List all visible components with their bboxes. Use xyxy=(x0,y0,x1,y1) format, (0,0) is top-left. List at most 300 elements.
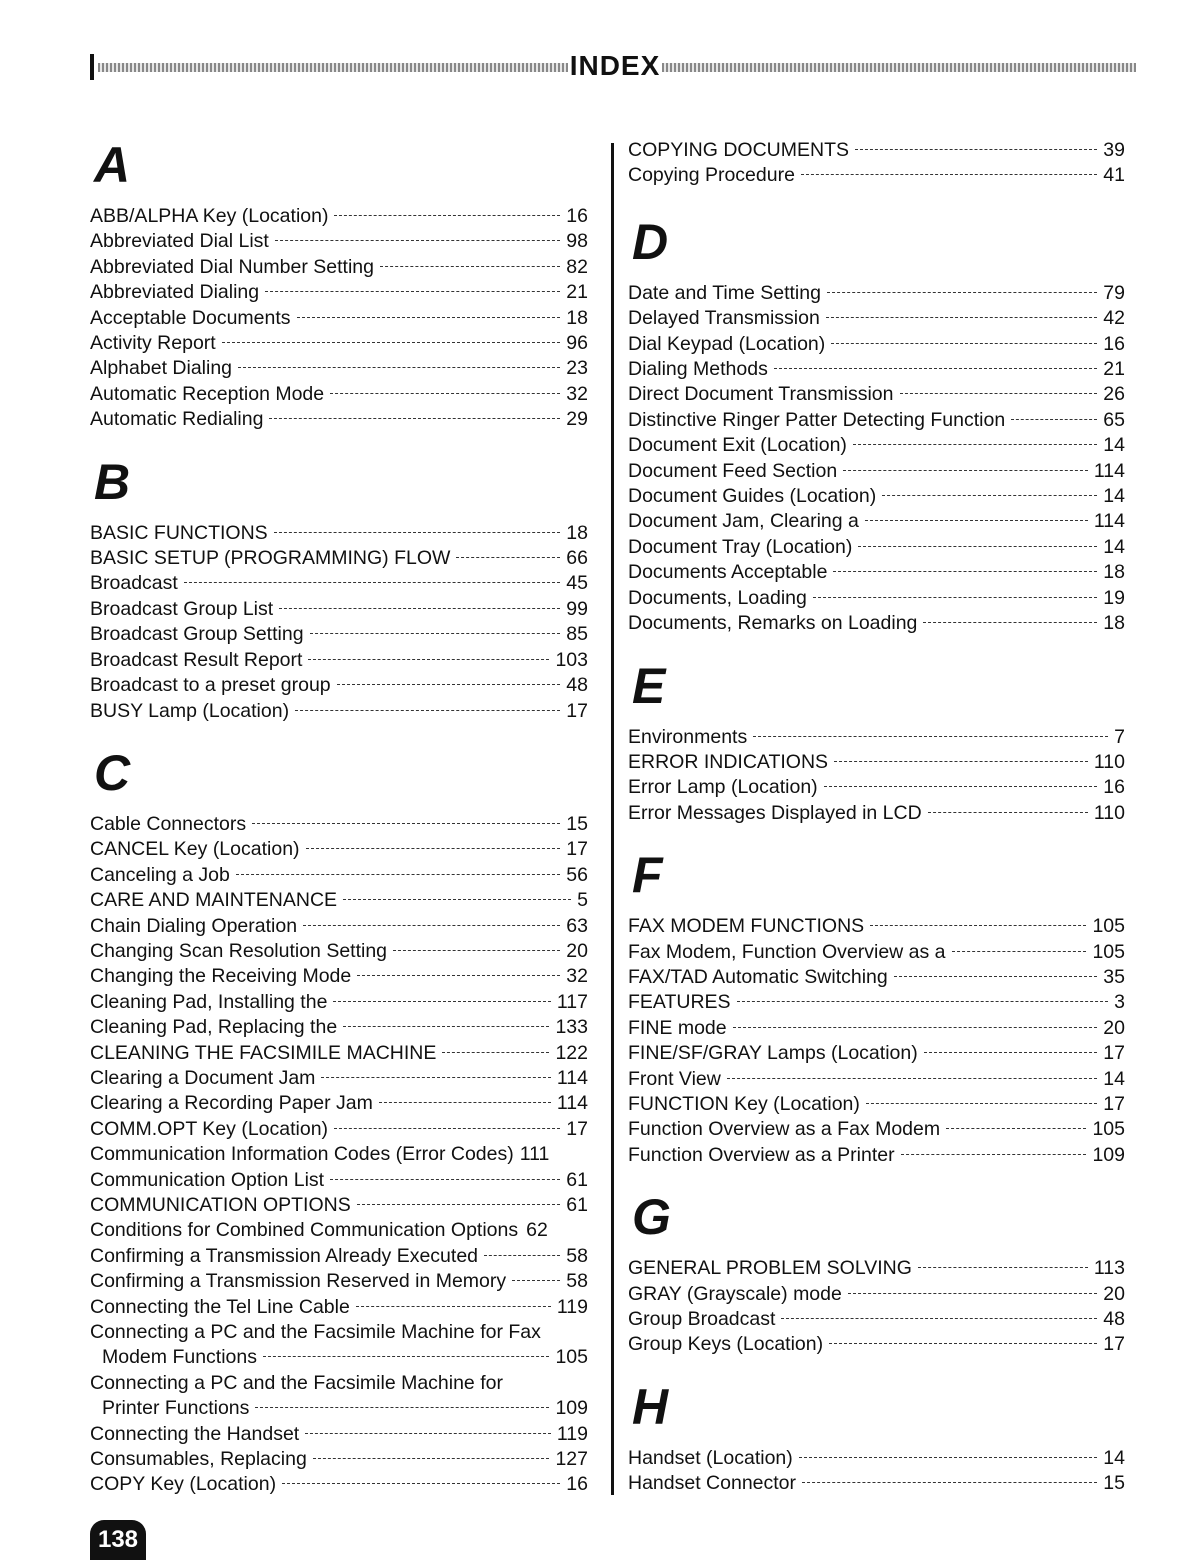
entry-page: 14 xyxy=(1103,535,1125,558)
section-letter: C xyxy=(94,744,131,801)
index-entry xyxy=(628,306,1125,331)
index-entry xyxy=(90,863,588,888)
index-entry xyxy=(628,965,1125,990)
dot-leader xyxy=(252,823,560,824)
dot-leader xyxy=(813,597,1097,598)
entry-label: FAX/TAD Automatic Switching xyxy=(628,965,888,988)
dot-leader xyxy=(456,557,560,558)
entry-page: 82 xyxy=(566,255,588,278)
index-entry xyxy=(90,1041,588,1066)
entry-label: Error Messages Displayed in LCD xyxy=(628,801,922,824)
entry-page: 105 xyxy=(1092,1118,1125,1141)
entry-page: 17 xyxy=(1103,1333,1125,1356)
index-entry xyxy=(628,1256,1125,1281)
index-entry xyxy=(90,407,588,432)
entry-label: Direct Document Transmission xyxy=(628,383,894,406)
entry-label: ERROR INDICATIONS xyxy=(628,750,829,773)
dot-leader xyxy=(442,1052,549,1053)
index-entry xyxy=(628,914,1125,939)
dot-leader xyxy=(265,291,560,292)
entry-list xyxy=(90,204,588,433)
dot-leader xyxy=(924,1052,1098,1053)
header-rule-left xyxy=(98,63,568,72)
entry-label: Communication Information Codes (Error Codes) xyxy=(90,1143,514,1166)
entry-label: Abbreviated Dialing xyxy=(90,281,260,304)
index-entry xyxy=(628,1282,1125,1307)
entry-list xyxy=(628,1446,1125,1497)
index-entry xyxy=(90,382,588,407)
entry-page: 96 xyxy=(566,332,588,355)
dot-leader xyxy=(333,1001,550,1002)
entry-page: 14 xyxy=(1103,485,1125,508)
entry-label: Printer Functions xyxy=(102,1397,250,1420)
index-entry xyxy=(90,1422,588,1447)
index-entry xyxy=(90,356,588,381)
header-left-bar xyxy=(90,54,94,80)
entry-label: Confirming a Transmission Already Executed xyxy=(90,1244,479,1267)
dot-leader xyxy=(274,532,561,533)
entry-page: 61 xyxy=(566,1194,588,1216)
index-entry xyxy=(628,725,1125,750)
entry-label: FINE mode xyxy=(628,1016,727,1039)
index-entry xyxy=(90,1142,588,1167)
index-entry xyxy=(628,357,1125,382)
index-entry xyxy=(90,648,588,673)
entry-page: 110 xyxy=(1093,801,1125,824)
index-entry xyxy=(90,255,588,280)
entry-label: COPY Key (Location) xyxy=(90,1473,277,1496)
index-entry xyxy=(628,332,1125,357)
entry-label: Fax Modem, Function Overview as a xyxy=(628,940,946,963)
entry-label: Front View xyxy=(628,1067,721,1090)
entry-label: Activity Report xyxy=(90,332,216,355)
index-entry xyxy=(90,812,588,837)
entry-page: 3 xyxy=(1114,991,1125,1014)
index-entry xyxy=(628,1332,1125,1357)
entry-label: Handset Connector xyxy=(628,1472,797,1495)
index-entry xyxy=(90,204,588,229)
entry-label: Broadcast Result Report xyxy=(90,648,303,671)
entry-page: 58 xyxy=(566,1244,588,1267)
dot-leader xyxy=(900,393,1098,394)
entry-label: Broadcast to a preset group xyxy=(90,674,331,697)
index-entry xyxy=(90,1193,588,1218)
entry-page: 79 xyxy=(1103,281,1125,304)
section-letter: A xyxy=(94,137,131,193)
dot-leader xyxy=(379,1102,551,1103)
entry-page: 114 xyxy=(556,1066,588,1089)
dot-leader xyxy=(357,975,560,976)
dot-leader xyxy=(737,1001,1109,1002)
entry-page: 98 xyxy=(566,230,588,253)
section-letter: G xyxy=(632,1189,671,1246)
entry-label: Document Guides (Location) xyxy=(628,485,877,508)
entry-list xyxy=(628,281,1125,637)
index-entry xyxy=(628,382,1125,407)
entry-label: Connecting the Tel Line Cable xyxy=(90,1295,350,1318)
dot-leader xyxy=(222,342,561,343)
dot-leader xyxy=(781,1318,1097,1319)
dot-leader xyxy=(357,1204,561,1205)
section-d xyxy=(628,215,1125,637)
entry-page: 16 xyxy=(566,205,588,227)
dot-leader xyxy=(303,925,560,926)
entry-label: Document Jam, Clearing a xyxy=(628,510,859,533)
column-divider xyxy=(611,143,614,1495)
index-entry xyxy=(628,1067,1125,1092)
dot-leader xyxy=(866,1103,1097,1104)
index-entry xyxy=(628,801,1125,826)
index-entry xyxy=(628,1446,1125,1471)
entry-page: 58 xyxy=(566,1270,588,1293)
entry-label: Connecting a PC and the Facsimile Machine for xyxy=(90,1371,503,1394)
dot-leader xyxy=(321,1077,550,1078)
index-entry xyxy=(90,597,588,622)
index-entry xyxy=(628,1307,1125,1332)
index-entry xyxy=(90,990,588,1015)
dot-leader xyxy=(255,1407,549,1408)
entry-page: 20 xyxy=(1103,1282,1125,1305)
index-entry xyxy=(628,1016,1125,1041)
section-b xyxy=(90,455,588,724)
index-entry xyxy=(90,1066,588,1091)
index-entry xyxy=(628,535,1125,560)
dot-leader xyxy=(753,736,1108,737)
entry-page: 42 xyxy=(1103,307,1125,330)
entry-page: 105 xyxy=(1092,915,1125,938)
index-entry xyxy=(628,433,1125,458)
dot-leader xyxy=(858,546,1097,547)
dot-leader xyxy=(833,571,1097,572)
entry-label: Abbreviated Dial Number Setting xyxy=(90,255,374,278)
index-entry xyxy=(90,521,588,546)
section-c-continued xyxy=(628,138,1125,189)
entry-label: Cleaning Pad, Replacing the xyxy=(90,1016,338,1039)
index-entry xyxy=(628,408,1125,433)
entry-label: Confirming a Transmission Reserved in Memory xyxy=(90,1270,507,1293)
entry-list xyxy=(628,725,1125,827)
index-entry xyxy=(628,940,1125,965)
index-entry xyxy=(628,281,1125,306)
index-entry xyxy=(90,546,588,571)
entry-label: Distinctive Ringer Patter Detecting Function xyxy=(628,408,1006,431)
index-entry xyxy=(90,1168,588,1193)
entry-label: Automatic Reception Mode xyxy=(90,382,325,405)
entry-list xyxy=(90,812,588,1142)
entry-label: Communication Option List xyxy=(90,1168,325,1191)
index-entry xyxy=(628,1143,1125,1168)
entry-label: Documents, Remarks on Loading xyxy=(628,612,918,635)
entry-page: 109 xyxy=(1092,1143,1125,1166)
entry-page: 48 xyxy=(566,674,588,697)
dot-leader xyxy=(870,925,1086,926)
entry-label: Handset (Location) xyxy=(628,1446,793,1469)
section-c xyxy=(90,746,588,1498)
entry-page: 105 xyxy=(1092,940,1125,963)
index-entry xyxy=(90,914,588,939)
section-g xyxy=(628,1190,1125,1358)
section-letter: F xyxy=(632,847,663,904)
entry-page: 127 xyxy=(555,1448,588,1471)
index-entry xyxy=(628,163,1125,188)
dot-leader xyxy=(184,582,560,583)
index-entry xyxy=(628,1471,1125,1496)
dot-leader xyxy=(512,1280,560,1281)
entry-page: 21 xyxy=(566,281,588,304)
section-letter: D xyxy=(632,213,669,270)
index-entry xyxy=(90,1447,588,1472)
entry-label: Error Lamp (Location) xyxy=(628,776,818,799)
dot-leader xyxy=(484,1255,560,1256)
entry-label: Environments xyxy=(628,725,748,748)
index-entry xyxy=(628,484,1125,509)
entry-label: Documents, Loading xyxy=(628,586,807,609)
entry-page: 41 xyxy=(1103,164,1125,187)
entry-label: Cable Connectors xyxy=(90,812,247,835)
entry-label: Function Overview as a Printer xyxy=(628,1143,895,1166)
entry-page: 61 xyxy=(566,1168,588,1191)
entry-page: 16 xyxy=(1103,776,1125,799)
entry-page: 17 xyxy=(566,1117,588,1140)
dot-leader xyxy=(882,495,1097,496)
entry-page: 119 xyxy=(556,1295,588,1318)
entry-label: Clearing a Recording Paper Jam xyxy=(90,1092,373,1115)
page-number-badge: 138 xyxy=(90,1520,146,1560)
dot-leader xyxy=(334,215,560,216)
entry-list xyxy=(90,1168,588,1219)
entry-label: Broadcast xyxy=(90,572,178,595)
index-entry xyxy=(90,939,588,964)
dot-leader xyxy=(918,1267,1088,1268)
dot-leader xyxy=(310,633,561,634)
index-entry xyxy=(628,586,1125,611)
index-entry xyxy=(628,1041,1125,1066)
index-entry xyxy=(90,1295,588,1320)
dot-leader xyxy=(952,951,1087,952)
section-letter: H xyxy=(632,1378,669,1435)
entry-page: 26 xyxy=(1103,383,1125,406)
entry-list xyxy=(628,138,1125,189)
entry-label: Date and Time Setting xyxy=(628,281,821,304)
entry-page: 20 xyxy=(1103,1016,1125,1039)
entry-page: 18 xyxy=(1103,612,1125,635)
entry-label: Document Feed Section xyxy=(628,459,838,482)
dot-leader xyxy=(824,786,1098,787)
entry-label: Broadcast Group Setting xyxy=(90,623,304,646)
entry-label: Acceptable Documents xyxy=(90,306,291,329)
entry-page: 85 xyxy=(566,623,588,646)
entry-label: Broadcast Group List xyxy=(90,597,274,620)
entry-label: Cleaning Pad, Installing the xyxy=(90,990,328,1013)
index-entry xyxy=(90,1396,588,1421)
entry-page: 35 xyxy=(1103,965,1125,988)
dot-leader xyxy=(826,317,1097,318)
entry-label: GENERAL PROBLEM SOLVING xyxy=(628,1257,912,1280)
section-letter: B xyxy=(94,453,131,510)
entry-label: Changing the Receiving Mode xyxy=(90,965,352,988)
dot-leader xyxy=(275,240,560,241)
entry-label: Abbreviated Dial List xyxy=(90,230,269,253)
entry-label: FUNCTION Key (Location) xyxy=(628,1092,860,1115)
entry-label: Group Broadcast xyxy=(628,1308,776,1330)
dot-leader xyxy=(774,368,1097,369)
entry-page: 14 xyxy=(1103,434,1125,457)
index-entry xyxy=(628,138,1125,163)
dot-leader xyxy=(269,418,560,419)
entry-page: 15 xyxy=(1103,1472,1125,1495)
section-letter: E xyxy=(632,657,666,714)
dot-leader xyxy=(380,266,560,267)
entry-page: 16 xyxy=(566,1473,588,1496)
index-entry xyxy=(628,1117,1125,1142)
index-entry xyxy=(90,571,588,596)
entry-label: ABB/ALPHA Key (Location) xyxy=(90,205,329,227)
dot-leader xyxy=(282,1483,560,1484)
entry-page: 32 xyxy=(566,382,588,405)
dot-leader xyxy=(236,874,560,875)
header-rule-right xyxy=(662,63,1136,72)
dot-leader xyxy=(946,1128,1086,1129)
index-header xyxy=(90,48,1136,84)
dot-leader xyxy=(831,343,1097,344)
entry-label: Copying Procedure xyxy=(628,164,795,187)
dot-leader xyxy=(305,1433,551,1434)
dot-leader xyxy=(343,1026,549,1027)
entry-list xyxy=(90,1244,588,1320)
dot-leader xyxy=(799,1457,1098,1458)
entry-page: 114 xyxy=(1093,459,1125,482)
dot-leader xyxy=(848,1293,1097,1294)
section-e xyxy=(628,659,1125,827)
entry-page: 18 xyxy=(566,306,588,329)
entry-label: GRAY (Grayscale) mode xyxy=(628,1282,842,1305)
index-entry xyxy=(90,964,588,989)
entry-label: BASIC SETUP (PROGRAMMING) FLOW xyxy=(90,547,451,570)
entry-page: 63 xyxy=(566,914,588,937)
entry-page: 111 xyxy=(519,1143,550,1166)
index-entry xyxy=(90,1269,588,1294)
dot-leader xyxy=(834,761,1088,762)
left-column xyxy=(90,138,588,1520)
index-entry xyxy=(628,459,1125,484)
entry-page: 110 xyxy=(1093,750,1125,773)
index-entry xyxy=(90,1218,588,1243)
entry-label: Document Exit (Location) xyxy=(628,434,847,457)
dot-leader xyxy=(894,976,1098,977)
index-entry xyxy=(90,1015,588,1040)
entry-page: 18 xyxy=(566,521,588,544)
dot-leader xyxy=(733,1027,1098,1028)
entry-label: Modem Functions xyxy=(102,1346,257,1369)
dot-leader xyxy=(928,812,1088,813)
index-entry xyxy=(628,611,1125,636)
dot-leader xyxy=(337,684,561,685)
index-entry xyxy=(628,1092,1125,1117)
entry-page: 21 xyxy=(1103,358,1125,381)
entry-page: 23 xyxy=(566,357,588,380)
entry-page: 62 xyxy=(526,1219,548,1242)
index-entry xyxy=(90,888,588,913)
dot-leader xyxy=(393,950,560,951)
index-entry xyxy=(90,306,588,331)
dot-leader xyxy=(1011,419,1097,420)
dot-leader xyxy=(923,622,1097,623)
entry-list xyxy=(628,1256,1125,1358)
entry-label: Clearing a Document Jam xyxy=(90,1066,316,1089)
entry-label: BASIC FUNCTIONS xyxy=(90,521,268,544)
entry-page: 117 xyxy=(556,990,588,1013)
dot-leader xyxy=(238,367,560,368)
entry-page: 17 xyxy=(566,838,588,861)
entry-label: Conditions for Combined Communication Options xyxy=(90,1219,519,1242)
entry-page: 65 xyxy=(1103,408,1125,431)
entry-label: Consumables, Replacing xyxy=(90,1448,307,1471)
section-h xyxy=(628,1380,1125,1497)
dot-leader xyxy=(330,393,560,394)
entry-label: Connecting a PC and the Facsimile Machine for Fax xyxy=(90,1321,541,1344)
index-entry xyxy=(90,837,588,862)
entry-label: Chain Dialing Operation xyxy=(90,914,298,937)
entry-page: 103 xyxy=(555,648,588,671)
entry-label: CANCEL Key (Location) xyxy=(90,838,300,861)
index-entry xyxy=(90,331,588,356)
entry-page: 122 xyxy=(555,1041,588,1064)
index-entry xyxy=(90,1345,588,1370)
dot-leader xyxy=(330,1179,560,1180)
dot-leader xyxy=(279,608,560,609)
entry-page: 113 xyxy=(1093,1257,1125,1280)
dot-leader xyxy=(865,520,1088,521)
dot-leader xyxy=(802,1482,1097,1483)
index-entry xyxy=(90,1091,588,1116)
entry-label: COPYING DOCUMENTS xyxy=(628,139,850,161)
entry-page: 16 xyxy=(1103,332,1125,355)
entry-page: 114 xyxy=(1093,510,1125,533)
entry-label: COMM.OPT Key (Location) xyxy=(90,1117,329,1140)
dot-leader xyxy=(901,1154,1087,1155)
index-entry xyxy=(628,990,1125,1015)
index-entry xyxy=(628,750,1125,775)
entry-label: Document Tray (Location) xyxy=(628,535,853,558)
entry-label: Delayed Transmission xyxy=(628,307,820,330)
index-entry xyxy=(90,229,588,254)
entry-page: 14 xyxy=(1103,1067,1125,1090)
entry-page: 119 xyxy=(556,1422,588,1445)
entry-page: 17 xyxy=(566,699,588,722)
entry-label: Connecting the Handset xyxy=(90,1422,300,1445)
index-entry xyxy=(90,1244,588,1269)
entry-label: Group Keys (Location) xyxy=(628,1333,824,1356)
entry-page: 29 xyxy=(566,408,588,431)
entry-label: COMMUNICATION OPTIONS xyxy=(90,1194,351,1216)
dot-leader xyxy=(295,710,560,711)
entry-label: FINE/SF/GRAY Lamps (Location) xyxy=(628,1042,918,1065)
entry-page: 15 xyxy=(566,812,588,835)
entry-page: 114 xyxy=(556,1092,588,1115)
entry-page: 17 xyxy=(1103,1092,1125,1115)
entry-list xyxy=(90,521,588,724)
entry-page: 48 xyxy=(1103,1308,1125,1330)
index-entry xyxy=(90,1472,588,1497)
entry-page: 39 xyxy=(1103,139,1125,161)
entry-page: 19 xyxy=(1103,586,1125,609)
entry-label: Alphabet Dialing xyxy=(90,357,233,380)
index-entry xyxy=(628,560,1125,585)
dot-leader xyxy=(843,470,1088,471)
entry-label: Documents Acceptable xyxy=(628,561,828,584)
dot-leader xyxy=(829,1343,1097,1344)
dot-leader xyxy=(308,659,549,660)
